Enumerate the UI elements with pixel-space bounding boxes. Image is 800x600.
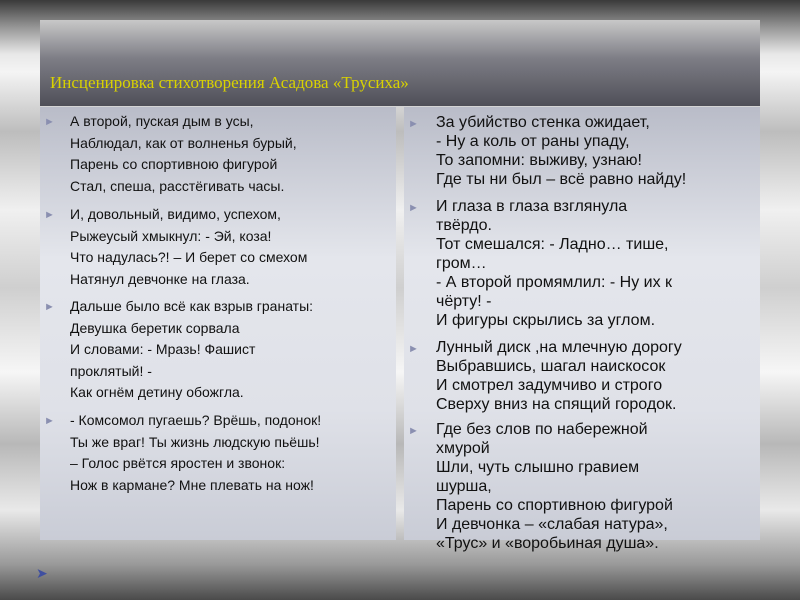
bullet-icon: ► [44, 415, 55, 427]
bullet-icon: ► [408, 118, 419, 130]
poem-line: - Комсомол пугаешь? Врёшь, подонок! [70, 412, 322, 428]
poem-line: И фигуры скрылись за углом. [436, 312, 656, 329]
right-text-panel [404, 107, 760, 552]
bullet-icon: ► [408, 343, 419, 355]
poem-line: Где ты ни был – всё равно найду! [436, 171, 687, 188]
poem-line: Натянул девчонке на глаза. [70, 270, 250, 287]
right-paragraph-2 [408, 197, 672, 330]
poem-line: Шли, чуть слышно гравием [436, 459, 640, 476]
poem-line: проклятый! - [70, 362, 152, 379]
right-paragraph-1 [408, 113, 686, 189]
poem-line: Нож в кармане? Мне плевать на нож! [70, 476, 314, 493]
poem-line: За убийство стенка ожидает, [436, 114, 650, 131]
poem-line: Ты же враг! Ты жизнь людскую пьёшь! [70, 433, 320, 450]
poem-line: «Трус» и «воробьиная душа». [436, 535, 659, 552]
left-paragraph-1 [44, 111, 297, 197]
poem-line: И девчонка – «слабая натура», [436, 516, 668, 533]
poem-line: - Ну а коль от раны упаду, [436, 133, 630, 150]
poem-line: – Голос рвётся яростен и звонок: [70, 455, 286, 471]
poem-line: - А второй промямлил: - Ну их к [436, 274, 673, 291]
poem-line: И смотрел задумчиво и строго [436, 377, 663, 394]
poem-line: Лунный диск ,на млечную дорогу [436, 339, 682, 356]
poem-line: И, довольный, видимо, успехом, [70, 206, 281, 222]
poem-line: Тот смешался: - Ладно… тише, [436, 236, 669, 253]
poem-line: хмурой [436, 440, 490, 457]
poem-line: Наблюдал, как от волненья бурый, [70, 134, 297, 151]
poem-line: Дальше было всё как взрыв гранаты: [70, 298, 314, 314]
bullet-icon: ► [44, 116, 55, 128]
poem-line: Рыжеусый хмыкнул: - Эй, коза! [70, 227, 272, 244]
poem-line: чёрту! - [436, 293, 492, 310]
left-text-panel [40, 107, 396, 540]
poem-line: Парень со спортивною фигурой [70, 156, 278, 172]
play-arrow-icon[interactable]: ➤ [36, 565, 48, 581]
slide-title: Инсценировка стихотворения Асадова «Трусиха» [50, 73, 409, 92]
left-paragraph-4 [44, 410, 321, 496]
poem-line: И словами: - Мразь! Фашист [70, 341, 256, 357]
poem-line: шурша, [436, 478, 492, 495]
poem-line: И глаза в глаза взглянула [436, 198, 628, 215]
bullet-icon: ► [408, 425, 419, 437]
poem-line: А второй, пуская дым в усы, [70, 113, 254, 129]
poem-line: твёрдо. [436, 217, 492, 234]
poem-line: Что надулась?! – И берет со смехом [70, 249, 308, 265]
bullet-icon: ► [44, 209, 55, 221]
poem-line: Девушка беретик сорвала [70, 319, 240, 336]
poem-line: Парень со спортивною фигурой [436, 497, 673, 514]
poem-line: Стал, спеша, расстёгивать часы. [70, 177, 285, 194]
poem-line: гром… [436, 255, 487, 272]
poem-line: Выбравшись, шагал наискосок [436, 358, 666, 375]
poem-line: Где без слов по набережной [436, 421, 648, 438]
title-bar [40, 20, 760, 106]
poem-line: То запомни: выживу, узнаю! [436, 152, 642, 169]
poem-line: Сверху вниз на спящий городок. [436, 396, 677, 413]
bullet-icon: ► [408, 202, 419, 214]
bullet-icon: ► [44, 301, 55, 313]
poem-line: Как огнём детину обожгла. [70, 384, 244, 400]
left-paragraph-2 [44, 204, 307, 290]
right-paragraph-3 [408, 338, 682, 414]
right-paragraph-4 [408, 420, 673, 553]
left-paragraph-3 [44, 296, 313, 404]
